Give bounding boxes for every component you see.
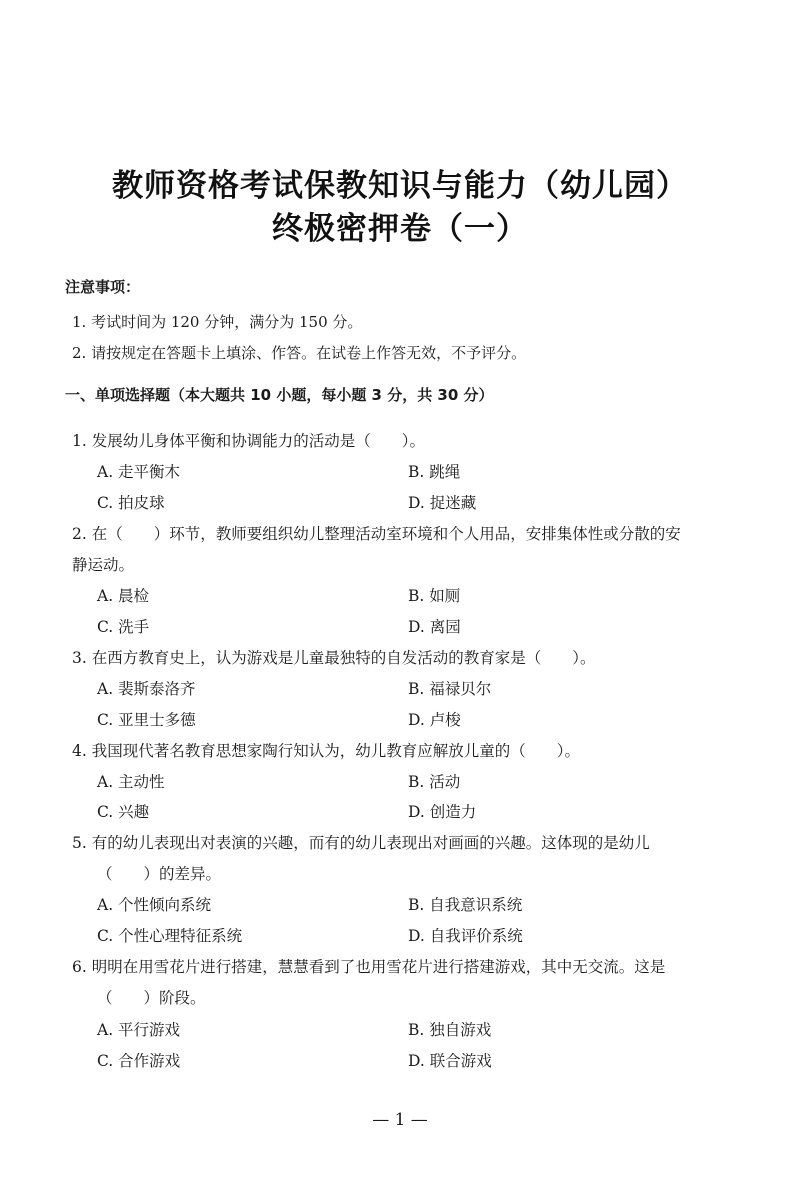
option-a: A. 主动性: [97, 773, 165, 791]
option-a: A. 平行游戏: [97, 1021, 181, 1039]
option-b: B. 福禄贝尔: [408, 680, 492, 698]
question-stem-continued: 静运动。: [72, 556, 135, 574]
option-c: C. 兴趣: [97, 803, 150, 821]
section-heading: 一、单项选择题（本大题共 10 小题，每小题 3 分，共 30 分）: [65, 386, 494, 404]
option-b: B. 如厕: [408, 587, 461, 605]
question-stem: 4. 我国现代著名教育思想家陶行知认为，幼儿教育应解放儿童的（ ）。: [72, 742, 580, 760]
option-b: B. 自我意识系统: [408, 896, 523, 914]
question-stem: 1. 发展幼儿身体平衡和协调能力的活动是（ ）。: [72, 432, 425, 450]
notice-item: 1. 考试时间为 120 分钟，满分为 150 分。: [72, 313, 363, 331]
question-stem: 2. 在（ ）环节，教师要组织幼儿整理活动室环境和个人用品，安排集体性或分散的安: [72, 525, 681, 543]
option-d: D. 卢梭: [408, 711, 461, 729]
option-a: A. 个性倾向系统: [97, 896, 212, 914]
notice-heading: 注意事项：: [65, 278, 141, 296]
option-a: A. 走平衡木: [97, 463, 181, 481]
option-c: C. 拍皮球: [97, 494, 165, 512]
option-d: D. 联合游戏: [408, 1052, 492, 1070]
option-c: C. 合作游戏: [97, 1052, 181, 1070]
option-c: C. 亚里士多德: [97, 711, 196, 729]
option-b: B. 活动: [408, 773, 461, 791]
question-stem-continued: （ ）阶段。: [97, 989, 206, 1007]
option-d: D. 自我评价系统: [408, 927, 523, 945]
option-a: A. 晨检: [97, 587, 150, 605]
notice-item: 2. 请按规定在答题卡上填涂、作答。在试卷上作答无效，不予评分。: [72, 344, 527, 362]
page-number: — 1 —: [372, 1110, 428, 1130]
exam-title: 教师资格考试保教知识与能力（幼儿园）: [112, 168, 688, 204]
option-c: C. 洗手: [97, 618, 150, 636]
question-stem: 3. 在西方教育史上，认为游戏是儿童最独特的自发活动的教育家是（ ）。: [72, 649, 596, 667]
question-stem: 5. 有的幼儿表现出对表演的兴趣，而有的幼儿表现出对画画的兴趣。这体现的是幼儿: [72, 834, 650, 852]
exam-subtitle: 终极密押卷（一）: [272, 211, 528, 247]
option-c: C. 个性心理特征系统: [97, 927, 243, 945]
option-d: D. 创造力: [408, 803, 477, 821]
option-d: D. 离园: [408, 618, 461, 636]
option-a: A. 裴斯泰洛齐: [97, 680, 196, 698]
question-stem-continued: （ ）的差异。: [97, 865, 222, 883]
option-d: D. 捉迷藏: [408, 494, 477, 512]
option-b: B. 独自游戏: [408, 1021, 492, 1039]
option-b: B. 跳绳: [408, 463, 461, 481]
question-stem: 6. 明明在用雪花片进行搭建，慧慧看到了也用雪花片进行搭建游戏，其中无交流。这是: [72, 958, 666, 976]
